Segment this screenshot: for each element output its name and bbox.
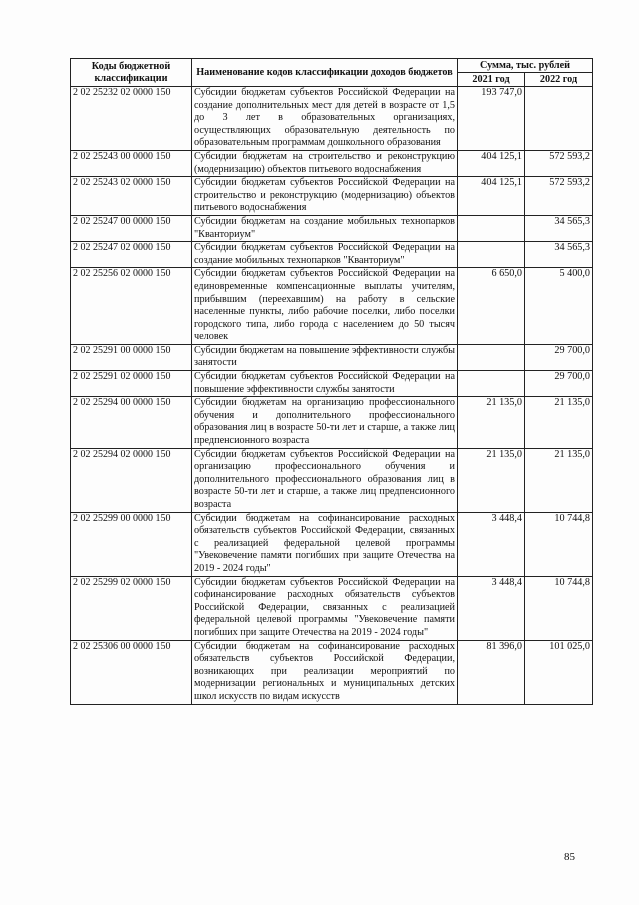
table-row (71, 576, 593, 640)
classification-code: 2 02 25294 02 0000 150 (71, 448, 192, 512)
amount-2021: 404 125,1 (458, 150, 525, 176)
amount-2022: 29 700,0 (525, 344, 593, 370)
classification-code: 2 02 25243 02 0000 150 (71, 177, 192, 216)
amount-2022 (525, 87, 593, 151)
amount-2021: 193 747,0 (458, 87, 525, 151)
header-year-2022: 2022 год (525, 73, 593, 87)
table-header-row (71, 59, 593, 73)
table-row (71, 242, 593, 268)
classification-code: 2 02 25247 02 0000 150 (71, 242, 192, 268)
header-year-2021: 2021 год (458, 73, 525, 87)
classification-code: 2 02 25291 00 0000 150 (71, 344, 192, 370)
table-row (71, 150, 593, 176)
amount-2022: 21 135,0 (525, 448, 593, 512)
table-row (71, 87, 593, 151)
header-sum: Сумма, тыс. рублей (458, 59, 593, 73)
table-body (71, 87, 593, 705)
amount-2022: 101 025,0 (525, 640, 593, 704)
classification-name: Субсидии бюджетам на повышение эффективности службы занятости (192, 344, 458, 370)
classification-name: Субсидии бюджетам субъектов Российской Федерации на софинансирование расходных обязательств субъектов Российской Федерации, связанных с реализацией федеральной целевой программы "Увековечение памяти погибших при защите Отечества на 2019 - 2024 годы" (192, 576, 458, 640)
amount-2021: 21 135,0 (458, 448, 525, 512)
classification-name: Субсидии бюджетам субъектов Российской Федерации на создание мобильных технопарков "Кванториум" (192, 242, 458, 268)
classification-code: 2 02 25291 02 0000 150 (71, 371, 192, 397)
table-row (71, 512, 593, 576)
amount-2021: 6 650,0 (458, 268, 525, 345)
table-row (71, 344, 593, 370)
classification-code: 2 02 25306 00 0000 150 (71, 640, 192, 704)
budget-table (70, 58, 593, 705)
amount-2022: 572 593,2 (525, 177, 593, 216)
classification-name: Субсидии бюджетам субъектов Российской Федерации на единовременные компенсационные выплаты учителям, прибывшим (переехавшим) на работу в сельские населенные пункты, либо рабочие поселки, либо поселки городского типа, либо города с населением до 50 тысяч человек (192, 268, 458, 345)
classification-name: Субсидии бюджетам субъектов Российской Федерации на строительство и реконструкцию (модернизацию) объектов питьевого водоснабжения (192, 177, 458, 216)
amount-2021 (458, 371, 525, 397)
amount-2022: 10 744,8 (525, 576, 593, 640)
amount-2022: 21 135,0 (525, 397, 593, 448)
classification-code: 2 02 25243 00 0000 150 (71, 150, 192, 176)
table-row (71, 397, 593, 448)
classification-code: 2 02 25247 00 0000 150 (71, 215, 192, 241)
classification-name: Субсидии бюджетам на софинансирование расходных обязательств субъектов Российской Федерации, возникающих при реализации мероприятий по модернизации региональных и муниципальных детских школ искусств по видам искусств (192, 640, 458, 704)
amount-2021: 21 135,0 (458, 397, 525, 448)
table-row (71, 215, 593, 241)
amount-2021 (458, 344, 525, 370)
classification-name: Субсидии бюджетам на организацию профессионального обучения и дополнительного профессионального образования лиц в возрасте 50-ти лет и старше, а также лиц предпенсионного возраста (192, 397, 458, 448)
amount-2021: 3 448,4 (458, 512, 525, 576)
table-row (71, 448, 593, 512)
classification-name: Субсидии бюджетам на создание мобильных технопарков "Кванториум" (192, 215, 458, 241)
classification-name: Субсидии бюджетам субъектов Российской Федерации на организацию профессионального обучения и дополнительного профессионального образования лиц в возрасте 50-ти лет и старше, а также лиц предпенсионного возраста (192, 448, 458, 512)
amount-2022: 572 593,2 (525, 150, 593, 176)
table-row (71, 177, 593, 216)
amount-2021: 81 396,0 (458, 640, 525, 704)
amount-2022: 5 400,0 (525, 268, 593, 345)
classification-code: 2 02 25299 00 0000 150 (71, 512, 192, 576)
header-name: Наименование кодов классификации доходов бюджетов (192, 59, 458, 87)
classification-name: Субсидии бюджетам на строительство и реконструкцию (модернизацию) объектов питьевого водоснабжения (192, 150, 458, 176)
classification-code: 2 02 25299 02 0000 150 (71, 576, 192, 640)
classification-name: Субсидии бюджетам субъектов Российской Федерации на повышение эффективности службы занятости (192, 371, 458, 397)
amount-2021: 404 125,1 (458, 177, 525, 216)
page-number: 85 (564, 851, 575, 863)
table-row (71, 640, 593, 704)
amount-2022: 10 744,8 (525, 512, 593, 576)
classification-code: 2 02 25232 02 0000 150 (71, 87, 192, 151)
amount-2021 (458, 242, 525, 268)
amount-2022: 29 700,0 (525, 371, 593, 397)
amount-2022: 34 565,3 (525, 242, 593, 268)
classification-name: Субсидии бюджетам на софинансирование расходных обязательств субъектов Российской Федерации, связанных с реализацией федеральной целевой программы "Увековечение памяти погибших при защите Отечества на 2019 - 2024 годы" (192, 512, 458, 576)
table-row (71, 371, 593, 397)
classification-code: 2 02 25256 02 0000 150 (71, 268, 192, 345)
table-row (71, 268, 593, 345)
classification-name: Субсидии бюджетам субъектов Российской Федерации на создание дополнительных мест для детей в возрасте от 1,5 до 3 лет в образовательных организациях, осуществляющих образовательную деятельность по образовательным программам дошкольного образования (192, 87, 458, 151)
classification-code: 2 02 25294 00 0000 150 (71, 397, 192, 448)
amount-2022: 34 565,3 (525, 215, 593, 241)
amount-2021 (458, 215, 525, 241)
amount-2021: 3 448,4 (458, 576, 525, 640)
header-code: Коды бюджетной классификации (71, 59, 192, 87)
